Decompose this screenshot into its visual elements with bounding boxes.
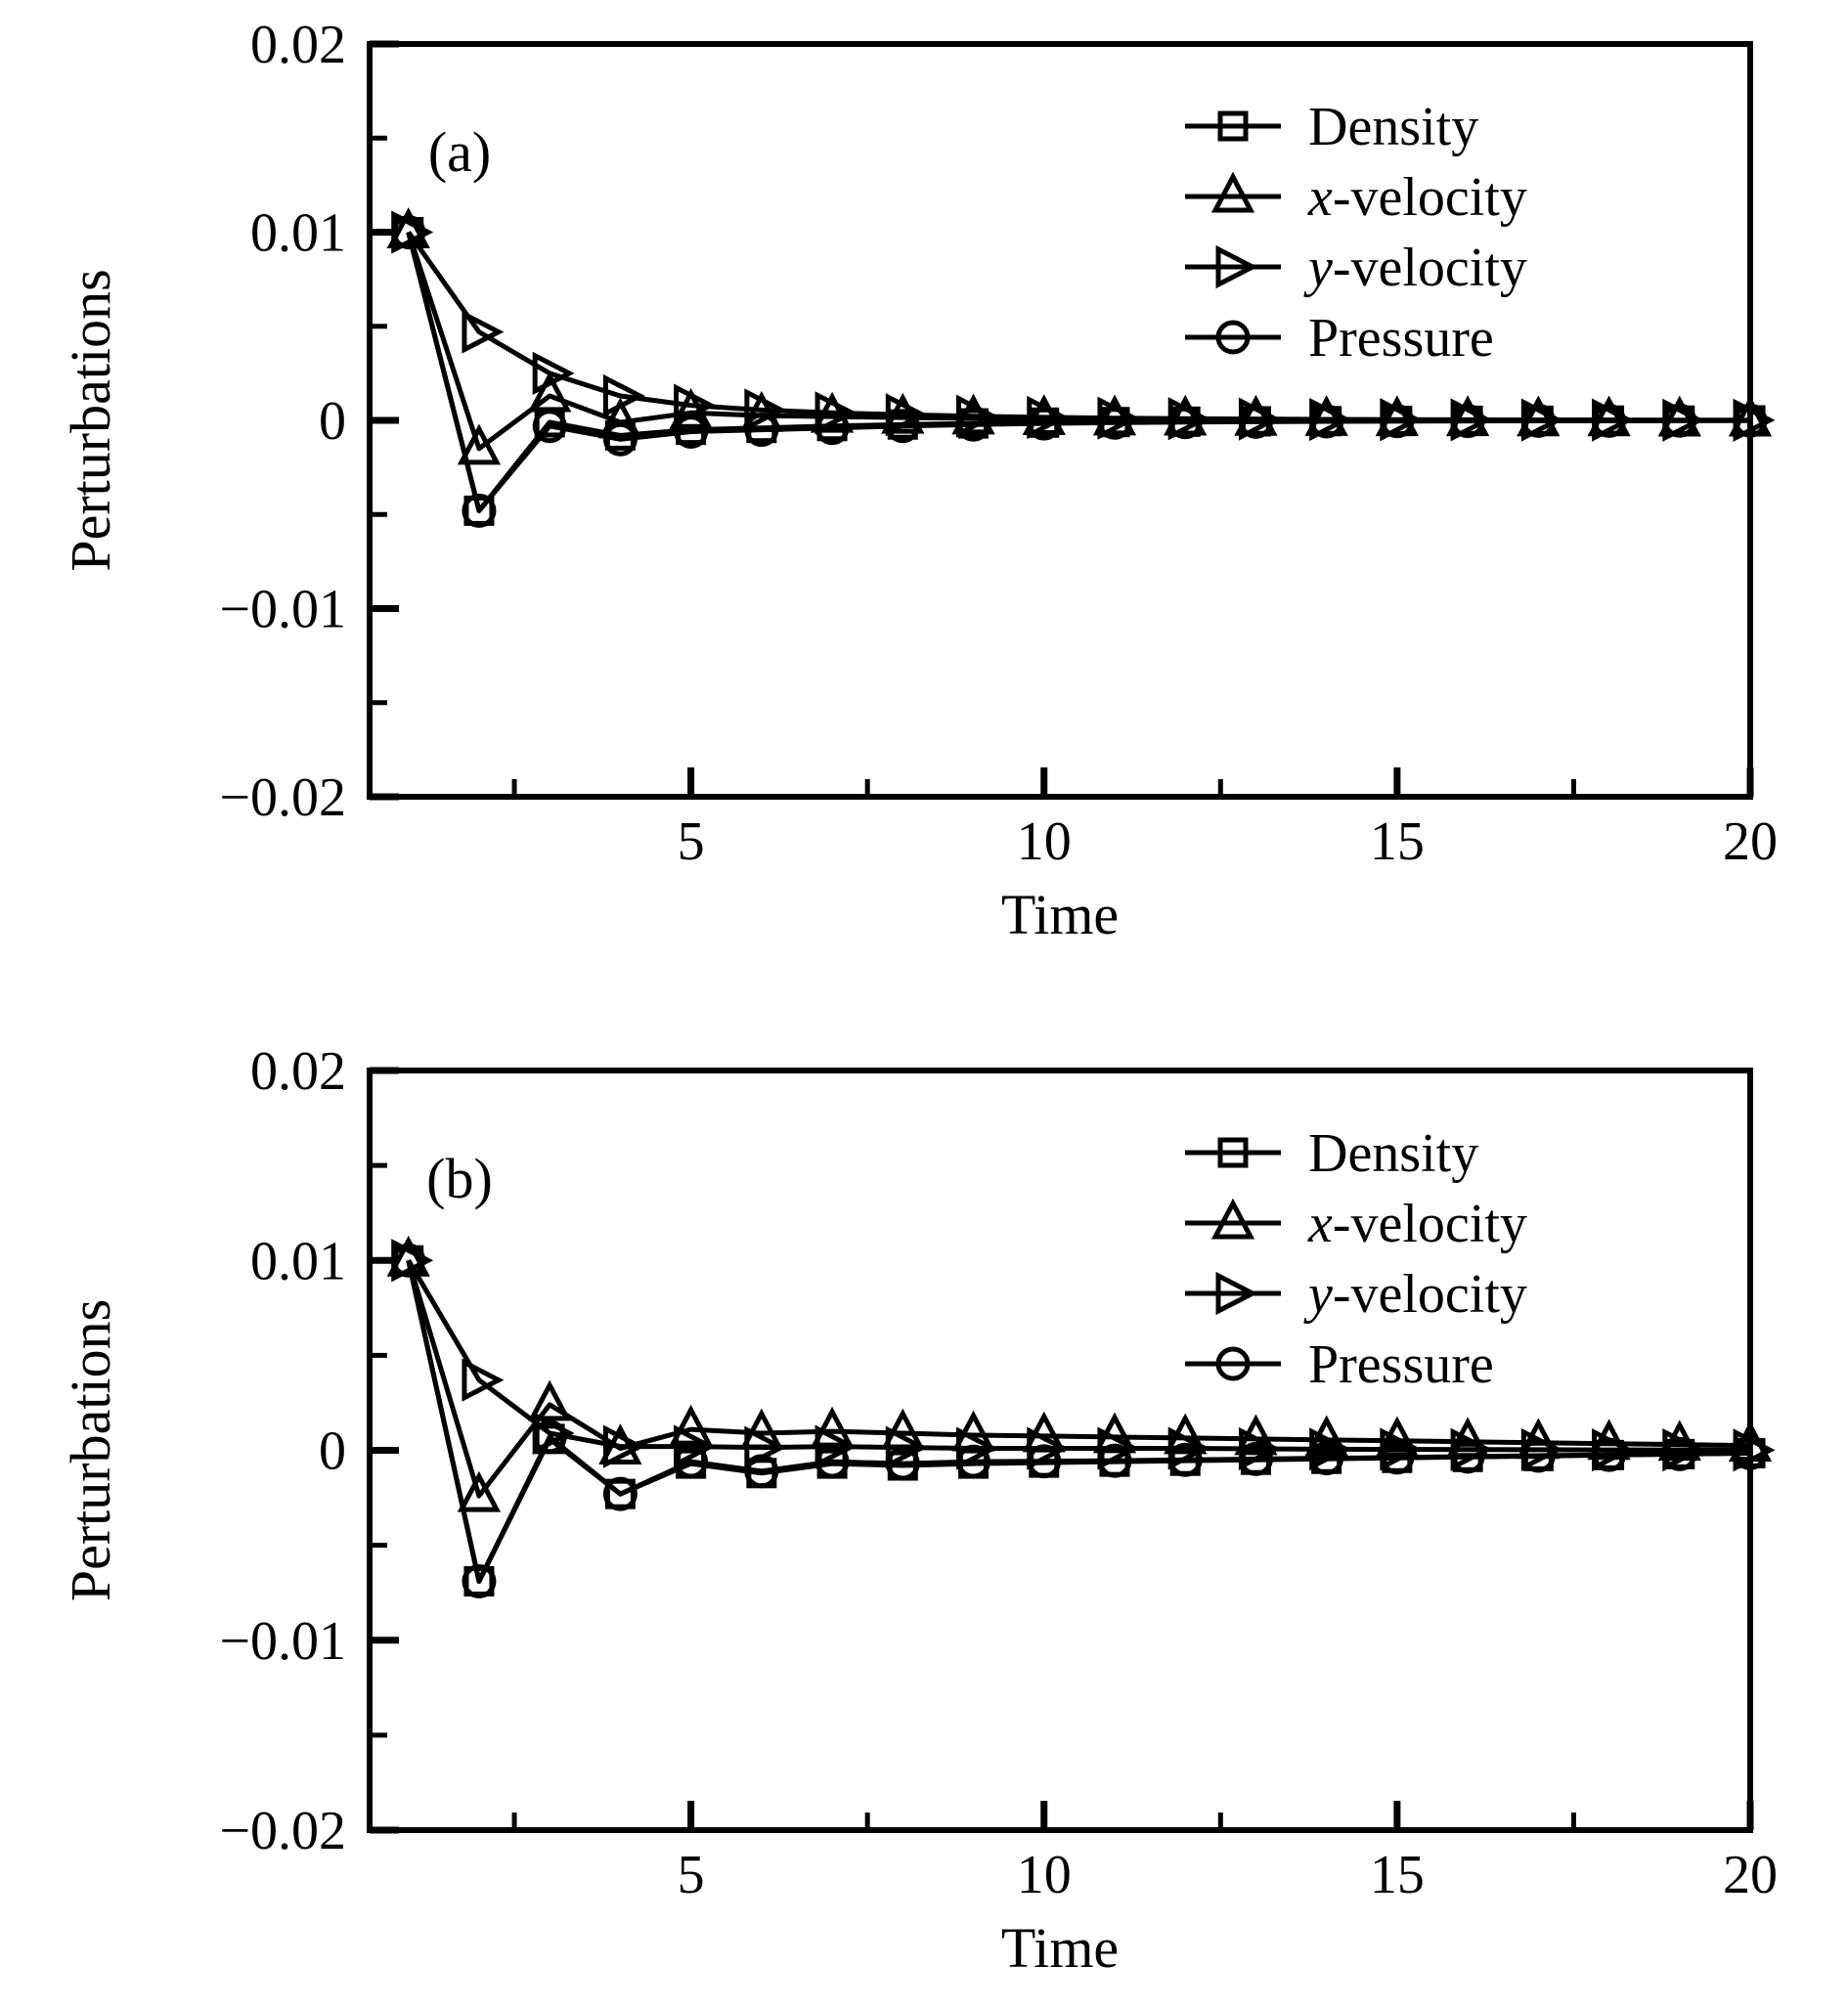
panel-label: (b) bbox=[426, 1147, 493, 1210]
x-tick-label: 5 bbox=[677, 1845, 705, 1905]
y-axis-title: Perturbations bbox=[59, 1298, 122, 1602]
x-tick-label: 15 bbox=[1369, 1845, 1425, 1905]
x-tick-label: 20 bbox=[1723, 811, 1778, 872]
x-axis-title: Time bbox=[1000, 883, 1120, 946]
series-line-y-velocity bbox=[409, 233, 1750, 420]
legend-entry-label: x-velocity bbox=[1308, 1194, 1527, 1254]
legend-entry-label: Density bbox=[1308, 1123, 1479, 1184]
legend-entry-label: Pressure bbox=[1308, 1334, 1494, 1395]
series-line-pressure bbox=[409, 233, 1750, 511]
y-tick-label: −0.01 bbox=[219, 579, 346, 640]
y-tick-label: −0.02 bbox=[219, 1801, 346, 1861]
y-tick-label: −0.01 bbox=[219, 1610, 346, 1672]
y-tick-label: 0 bbox=[319, 1420, 346, 1482]
legend-entry-label: y-velocity bbox=[1308, 1264, 1527, 1325]
panel-b bbox=[59, 1041, 1778, 1980]
panel-label: (a) bbox=[427, 120, 492, 184]
x-tick-label: 5 bbox=[677, 811, 705, 872]
y-tick-label: 0.02 bbox=[250, 15, 346, 75]
y-tick-label: 0.01 bbox=[250, 1231, 346, 1292]
legend-entry-label: Density bbox=[1308, 97, 1479, 157]
legend-entry-label: Pressure bbox=[1308, 308, 1494, 369]
x-tick-label: 20 bbox=[1723, 1845, 1778, 1905]
marker-triangle-up-icon bbox=[532, 1385, 567, 1419]
y-tick-label: −0.02 bbox=[219, 767, 346, 828]
legend-entry-label: x-velocity bbox=[1308, 167, 1527, 228]
legend-entry-label: y-velocity bbox=[1308, 238, 1527, 298]
x-tick-label: 10 bbox=[1016, 811, 1072, 872]
series-line-density bbox=[409, 233, 1750, 511]
x-tick-label: 10 bbox=[1016, 1845, 1072, 1905]
x-tick-label: 15 bbox=[1369, 811, 1425, 872]
y-axis-title: Perturbations bbox=[59, 269, 122, 572]
panel-a bbox=[59, 15, 1778, 946]
series-line-pressure bbox=[409, 1260, 1750, 1581]
series-line-y-velocity bbox=[409, 1260, 1750, 1450]
marker-triangle-up-icon bbox=[1215, 177, 1251, 210]
series-line-density bbox=[409, 1260, 1750, 1581]
y-tick-label: 0.02 bbox=[250, 1041, 346, 1102]
marker-triangle-up-icon bbox=[1215, 1203, 1251, 1237]
y-tick-label: 0 bbox=[319, 391, 346, 452]
y-tick-label: 0.01 bbox=[250, 202, 346, 264]
x-axis-title: Time bbox=[1000, 1916, 1120, 1980]
